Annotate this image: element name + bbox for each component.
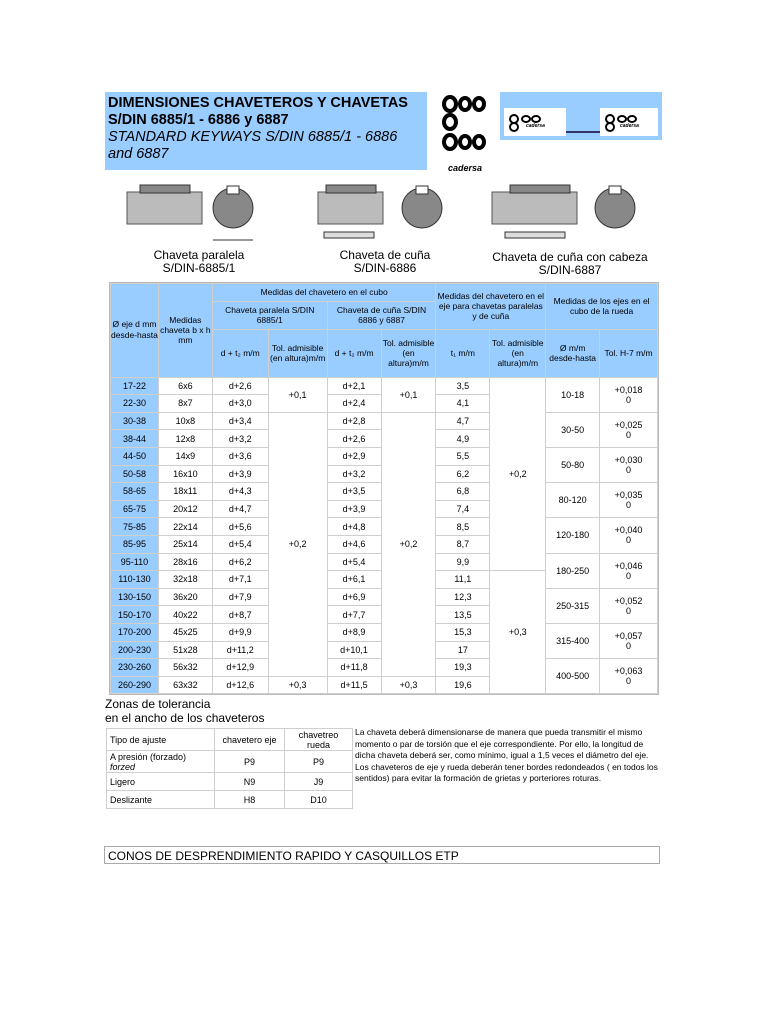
diagram-cuna — [316, 170, 451, 248]
zone-line2: en el ancho de los chaveteros — [105, 711, 265, 725]
banner-text-1: cadersa — [526, 123, 545, 129]
cell-diam: 95-110 — [111, 553, 159, 571]
cell-dt2-paralela: d+7,1 — [212, 571, 268, 589]
cell-shaft-range: 10-18 — [546, 377, 600, 412]
cell-shaft-range: 250-315 — [546, 588, 600, 623]
cell-diam: 130-150 — [111, 588, 159, 606]
cell-shaft-tol — [600, 588, 658, 623]
logo-text: cadersa — [447, 163, 483, 173]
cell-diam: 85-95 — [111, 535, 159, 553]
fit-type-label: A presión (forzado) — [110, 751, 187, 762]
title-line4: and 6887 — [108, 146, 169, 162]
cell-shaft-range: 315-400 — [546, 623, 600, 658]
diagram-1-din: S/DIN-6885/1 — [162, 261, 236, 275]
shaft-tol-upper: +0,063 — [614, 666, 643, 677]
cell-dt2-paralela: d+5,6 — [212, 518, 268, 536]
shaft-tol-upper: +0,040 — [614, 525, 643, 536]
cell-dt2-cuna: d+8,9 — [327, 623, 381, 641]
cell-diam: 50-58 — [111, 465, 159, 483]
header-tol-b: Tol. admisible (en altura)m/m — [381, 329, 436, 377]
cell-chaveta: 22x14 — [158, 518, 212, 536]
cell-shaft-range: 120-180 — [546, 518, 600, 553]
cell-dt2-cuna: d+6,1 — [327, 571, 381, 589]
cell-dt2-cuna: d+2,8 — [327, 412, 381, 430]
cell-dt2-paralela: d+3,4 — [212, 412, 268, 430]
cell-tol-t1: +0,3 — [490, 571, 546, 694]
shaft-tol-upper: +0,025 — [614, 419, 643, 430]
title-line2: S/DIN 6885/1 - 6886 y 6887 — [108, 112, 289, 128]
cell-t1: 6,8 — [436, 483, 490, 501]
shaft-drawing-2 — [316, 170, 451, 248]
table-row — [111, 412, 658, 430]
cell-dt2-cuna: d+5,4 — [327, 553, 381, 571]
cell-diam: 260-290 — [111, 676, 159, 694]
shaft-tol-lower: 0 — [626, 394, 632, 405]
cell-t1: 17 — [436, 641, 490, 659]
cell-dt2-paralela: d+5,4 — [212, 535, 268, 553]
cell-diam: 22-30 — [111, 395, 159, 413]
title-line1: DIMENSIONES CHAVETEROS Y CHAVETAS — [108, 95, 408, 111]
cell-diam: 17-22 — [111, 377, 159, 395]
fit-eje-value: P9 — [215, 751, 285, 773]
diagram-3-name: Chaveta de cuña con cabeza — [492, 250, 648, 264]
shaft-drawing-1 — [125, 170, 260, 248]
cell-t1: 9,9 — [436, 553, 490, 571]
shaft-tol-lower: 0 — [626, 676, 632, 687]
tolerance-zone-heading — [105, 697, 264, 725]
cell-dt2-cuna: d+3,9 — [327, 500, 381, 518]
header-chaveta: Medidas chaveta b x h mm — [158, 284, 212, 378]
header-dt2-a: d + t₂ m/m — [212, 329, 268, 377]
cell-diam: 150-170 — [111, 606, 159, 624]
header-ejes-group: Medidas de los ejes en el cubo de la rueda — [546, 284, 658, 330]
cell-shaft-tol — [600, 553, 658, 588]
cell-chaveta: 36x20 — [158, 588, 212, 606]
cell-dt2-paralela: d+12,6 — [212, 676, 268, 694]
cell-dt2-cuna: d+2,1 — [327, 377, 381, 395]
design-note — [355, 727, 660, 785]
diagram-paralela — [125, 170, 260, 248]
cell-diam: 58-65 — [111, 483, 159, 501]
banner-chain-icon — [500, 92, 662, 140]
cell-diam: 38-44 — [111, 430, 159, 448]
fit-type-sub: forzed — [110, 761, 136, 772]
shaft-tol-lower: 0 — [626, 570, 632, 581]
fit-row-type — [107, 751, 215, 773]
cell-dt2-cuna: d+2,9 — [327, 447, 381, 465]
cell-chaveta: 8x7 — [158, 395, 212, 413]
shaft-tol-lower: 0 — [626, 535, 632, 546]
diagram-2-din: S/DIN-6886 — [353, 261, 417, 275]
cell-tol-paralela: +0,3 — [268, 676, 327, 694]
cell-diam: 44-50 — [111, 447, 159, 465]
cell-dt2-cuna: d+3,5 — [327, 483, 381, 501]
cell-dt2-cuna: d+4,8 — [327, 518, 381, 536]
cell-dt2-paralela: d+3,9 — [212, 465, 268, 483]
cell-shaft-tol — [600, 483, 658, 518]
header-t1: t₁ m/m — [436, 329, 490, 377]
cell-chaveta: 56x32 — [158, 659, 212, 677]
cell-chaveta: 6x6 — [158, 377, 212, 395]
cell-dt2-paralela: d+3,2 — [212, 430, 268, 448]
title-line3: STANDARD KEYWAYS S/DIN 6885/1 - 6886 — [108, 129, 398, 145]
cell-diam: 75-85 — [111, 518, 159, 536]
cell-t1: 3,5 — [436, 377, 490, 395]
cell-dt2-paralela: d+3,0 — [212, 395, 268, 413]
cell-t1: 19,6 — [436, 676, 490, 694]
cell-dt2-cuna: d+7,7 — [327, 606, 381, 624]
shaft-tol-upper: +0,052 — [614, 595, 643, 606]
cell-dt2-cuna: d+6,9 — [327, 588, 381, 606]
diagram-1-name: Chaveta paralela — [153, 248, 245, 262]
cell-dt2-paralela: d+9,9 — [212, 623, 268, 641]
cell-dt2-cuna: d+11,5 — [327, 676, 381, 694]
cell-tol-cuna: +0,3 — [381, 676, 436, 694]
cell-chaveta: 25x14 — [158, 535, 212, 553]
diagram-2-name: Chaveta de cuña — [339, 248, 431, 262]
shaft-tol-upper: +0,030 — [614, 455, 643, 466]
note-p1: La chaveta deberá dimensionarse de manera que pueda transmitir el mismo momento o par de torsión que el eje correspondiente. Por ello, la longitud de dicha chaveta deberá ser, como mínimo, igual a 1,5 veces el diámetro del eje. — [355, 727, 649, 760]
title-box — [105, 92, 427, 170]
fit-header-rueda: chavetreo rueda — [285, 729, 353, 751]
cell-shaft-range: 180-250 — [546, 553, 600, 588]
cell-chaveta: 16x10 — [158, 465, 212, 483]
cell-dt2-cuna: d+4,6 — [327, 535, 381, 553]
cell-t1: 8,7 — [436, 535, 490, 553]
cell-diam: 30-38 — [111, 412, 159, 430]
cell-t1: 8,5 — [436, 518, 490, 536]
shaft-tol-lower: 0 — [626, 500, 632, 511]
cell-t1: 19,3 — [436, 659, 490, 677]
fit-eje-value: H8 — [215, 791, 285, 809]
chain-icon — [436, 92, 494, 158]
cell-shaft-range: 400-500 — [546, 659, 600, 694]
cell-chaveta: 51x28 — [158, 641, 212, 659]
diagram-3-din: S/DIN-6887 — [538, 263, 602, 277]
cell-chaveta: 28x16 — [158, 553, 212, 571]
diagram-caption-2 — [330, 249, 440, 275]
header-tol-c: Tol. admisible (en altura)m/m — [490, 329, 546, 377]
fit-rueda-value: D10 — [285, 791, 353, 809]
cell-tol-cuna: +0,1 — [381, 377, 436, 412]
shaft-drawing-3 — [490, 170, 660, 248]
cell-t1: 4,1 — [436, 395, 490, 413]
shaft-tol-upper: +0,057 — [614, 631, 643, 641]
header-eje-group: Medidas del chavetero en el eje para chavetas paralelas y de cuña — [436, 284, 546, 330]
table-row — [111, 377, 658, 395]
cell-dt2-paralela: d+4,3 — [212, 483, 268, 501]
cell-chaveta: 40x22 — [158, 606, 212, 624]
fit-type-label: Deslizante — [107, 791, 215, 809]
header-diam: Ø eje d mm desde-hasta — [111, 284, 159, 378]
cell-t1: 7,4 — [436, 500, 490, 518]
cell-shaft-tol — [600, 447, 658, 482]
diagram-caption-1 — [140, 249, 258, 275]
cell-t1: 11,1 — [436, 571, 490, 589]
cell-chaveta: 63x32 — [158, 676, 212, 694]
cell-t1: 6,2 — [436, 465, 490, 483]
header-dt2-b: d + t₂ m/m — [327, 329, 381, 377]
cell-shaft-tol — [600, 518, 658, 553]
fit-rueda-value: P9 — [285, 751, 353, 773]
header-diam-mm: Ø m/m desde-hasta — [546, 329, 600, 377]
cell-dt2-cuna: d+2,6 — [327, 430, 381, 448]
shaft-tol-lower: 0 — [626, 465, 632, 476]
shaft-tol-upper: +0,046 — [614, 560, 643, 571]
cell-shaft-range: 50-80 — [546, 447, 600, 482]
cell-diam: 110-130 — [111, 571, 159, 589]
cell-dt2-paralela: d+7,9 — [212, 588, 268, 606]
cell-dt2-paralela: d+12,9 — [212, 659, 268, 677]
cell-tol-paralela: +0,1 — [268, 377, 327, 412]
cell-tol-t1: +0,2 — [490, 377, 546, 571]
cell-t1: 4,7 — [436, 412, 490, 430]
cell-shaft-range: 80-120 — [546, 483, 600, 518]
cell-tol-paralela: +0,2 — [268, 412, 327, 676]
cell-dt2-cuna: d+10,1 — [327, 641, 381, 659]
fit-table — [106, 728, 353, 809]
cell-chaveta: 32x18 — [158, 571, 212, 589]
cell-dt2-cuna: d+2,4 — [327, 395, 381, 413]
header-cuna: Chaveta de cuña S/DIN 6886 y 6887 — [327, 301, 436, 329]
cell-dt2-paralela: d+2,6 — [212, 377, 268, 395]
keyway-table — [110, 283, 658, 694]
cell-chaveta: 12x8 — [158, 430, 212, 448]
shaft-tol-lower: 0 — [626, 429, 632, 440]
cell-diam: 170-200 — [111, 623, 159, 641]
cell-dt2-paralela: d+11,2 — [212, 641, 268, 659]
header-tolh7: Tol. H-7 m/m — [600, 329, 658, 377]
header-tol-a: Tol. admisible (en altura)m/m — [268, 329, 327, 377]
cell-shaft-tol — [600, 377, 658, 412]
cell-dt2-cuna: d+11,8 — [327, 659, 381, 677]
header-paralela: Chaveta paralela S/DIN 6885/1 — [212, 301, 327, 329]
diagram-cabeza — [490, 170, 660, 248]
cell-t1: 12,3 — [436, 588, 490, 606]
cell-dt2-paralela: d+8,7 — [212, 606, 268, 624]
cell-diam: 230-260 — [111, 659, 159, 677]
diagram-caption-3 — [485, 251, 655, 277]
cell-chaveta: 45x25 — [158, 623, 212, 641]
header-cubo-group: Medidas del chavetero en el cubo — [212, 284, 436, 302]
fit-type-label: Ligero — [107, 773, 215, 791]
table-body — [111, 377, 658, 694]
shaft-tol-upper: +0,018 — [614, 384, 643, 395]
shaft-tol-lower: 0 — [626, 605, 632, 616]
cell-diam: 200-230 — [111, 641, 159, 659]
banner-text-2: cadersa — [620, 123, 639, 129]
fit-header-type: Tipo de ajuste — [107, 729, 215, 751]
cell-t1: 13,5 — [436, 606, 490, 624]
footer-link[interactable]: CONOS DE DESPRENDIMIENTO RAPIDO Y CASQUILLOS ETP — [104, 846, 660, 864]
zone-line1: Zonas de tolerancia — [105, 697, 211, 711]
cadersa-logo — [436, 92, 494, 173]
cell-dt2-paralela: d+6,2 — [212, 553, 268, 571]
cell-dt2-paralela: d+4,7 — [212, 500, 268, 518]
cell-dt2-paralela: d+3,6 — [212, 447, 268, 465]
cell-t1: 4,9 — [436, 430, 490, 448]
cell-diam: 65-75 — [111, 500, 159, 518]
header-banner — [500, 92, 662, 140]
cell-t1: 15,3 — [436, 623, 490, 641]
fit-header-eje: chavetero eje — [215, 729, 285, 751]
cell-shaft-tol — [600, 412, 658, 447]
cell-shaft-tol — [600, 623, 658, 658]
fit-eje-value: N9 — [215, 773, 285, 791]
cell-chaveta: 14x9 — [158, 447, 212, 465]
cell-dt2-cuna: d+3,2 — [327, 465, 381, 483]
shaft-tol-upper: +0,035 — [614, 490, 643, 501]
cell-chaveta: 10x8 — [158, 412, 212, 430]
cell-t1: 5,5 — [436, 447, 490, 465]
shaft-tol-lower: 0 — [626, 641, 632, 651]
cell-shaft-range: 30-50 — [546, 412, 600, 447]
cell-chaveta: 18x11 — [158, 483, 212, 501]
cell-tol-cuna: +0,2 — [381, 412, 436, 676]
fit-rueda-value: J9 — [285, 773, 353, 791]
cell-shaft-tol — [600, 659, 658, 694]
cell-chaveta: 20x12 — [158, 500, 212, 518]
note-p2: Los chaveteros de eje y rueda deberán tener bordes redondeados ( en todos los sentidos) para evitar la formación de grietas y porteriores roturas. — [355, 761, 658, 783]
